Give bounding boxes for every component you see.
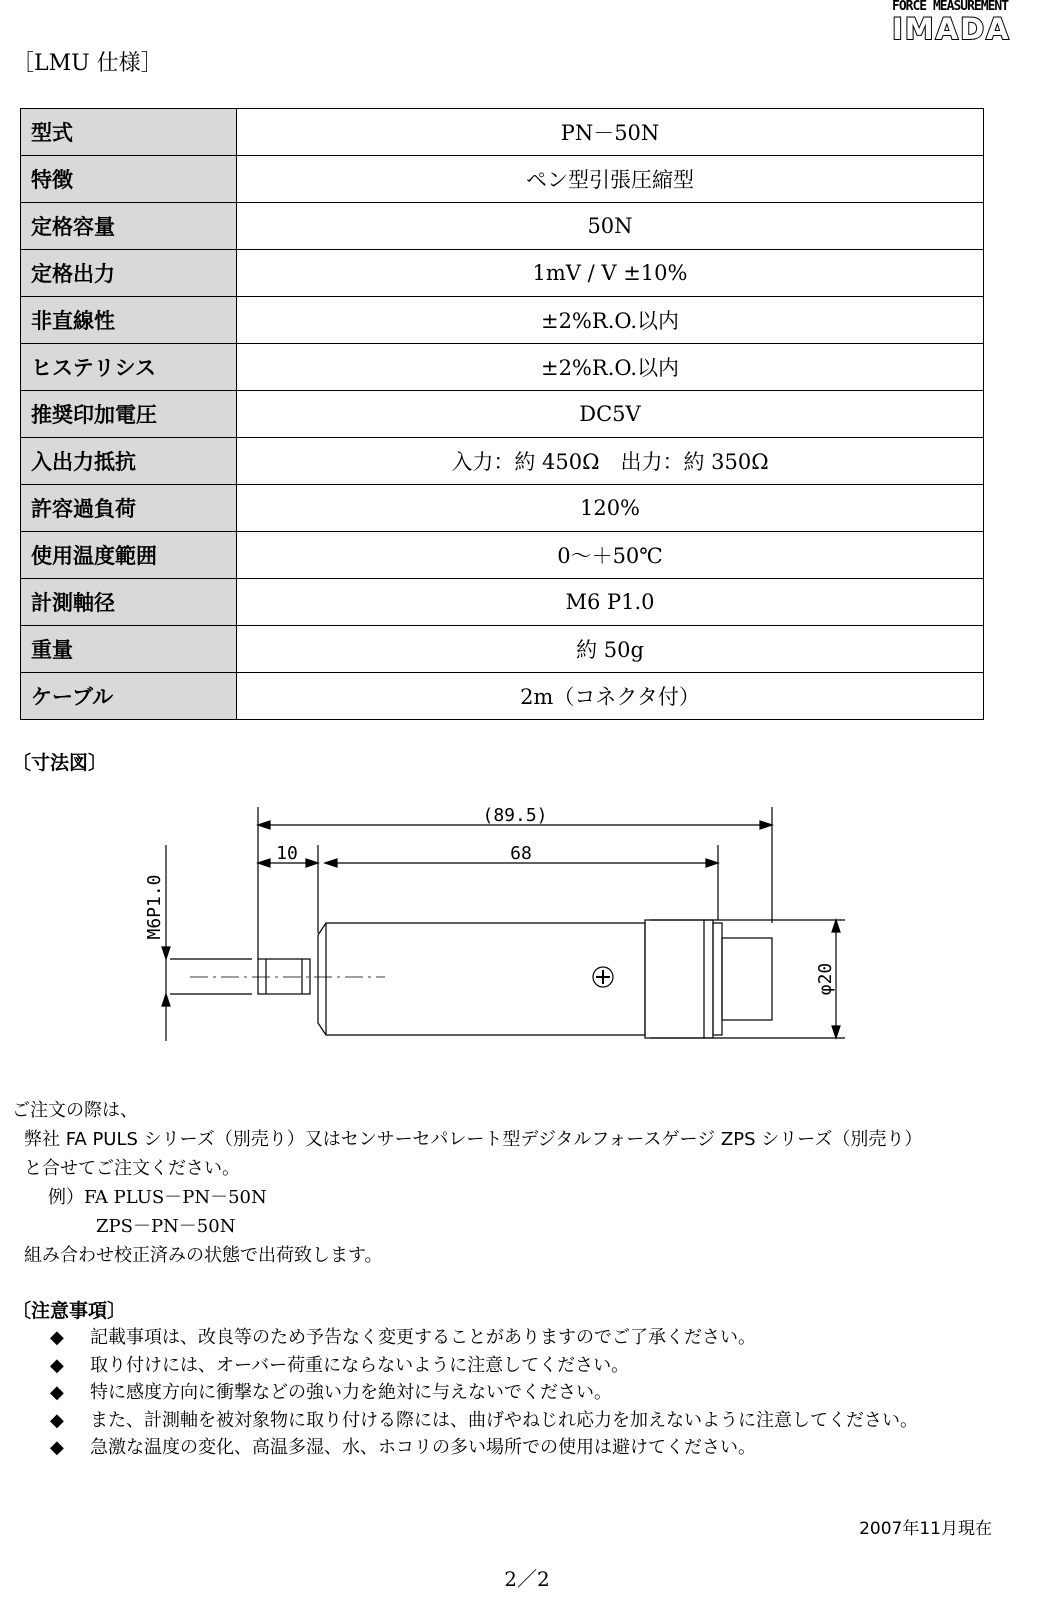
note-item bbox=[50, 1407, 918, 1435]
spec-label: 入出力抵抗 bbox=[21, 438, 237, 485]
spec-label: 重量 bbox=[21, 626, 237, 673]
order-note bbox=[12, 1096, 922, 1270]
spec-label: 特徴 bbox=[21, 156, 237, 203]
spec-label: 定格出力 bbox=[21, 250, 237, 297]
spec-row bbox=[21, 626, 984, 673]
spec-row bbox=[21, 391, 984, 438]
spec-row bbox=[21, 673, 984, 720]
body-band bbox=[645, 920, 713, 1038]
diamond-bullet-icon: ◆ bbox=[50, 1437, 64, 1458]
order-example: 例）FA PLUS－PN－50N bbox=[48, 1187, 267, 1208]
spec-row bbox=[21, 579, 984, 626]
dim-thread-label: 10 bbox=[276, 843, 298, 864]
dimension-title: 〔寸法図〕 bbox=[12, 752, 108, 774]
notes-list bbox=[50, 1324, 918, 1462]
spec-row bbox=[21, 297, 984, 344]
page-number: 2／2 bbox=[504, 1567, 550, 1591]
order-line: と合せてご注文ください。 bbox=[24, 1158, 240, 1179]
spec-row bbox=[21, 109, 984, 156]
dim-body-label: 68 bbox=[510, 843, 532, 864]
spec-value: PN－50N bbox=[237, 109, 984, 156]
spec-label: ケーブル bbox=[21, 673, 237, 720]
spec-row bbox=[21, 532, 984, 579]
spec-row bbox=[21, 438, 984, 485]
diamond-bullet-icon: ◆ bbox=[50, 1327, 64, 1348]
spec-label: 計測軸径 bbox=[21, 579, 237, 626]
spec-value: 120% bbox=[237, 485, 984, 532]
note-item bbox=[50, 1379, 918, 1407]
connector bbox=[722, 938, 772, 1020]
spec-table bbox=[20, 108, 984, 720]
dimension-drawing bbox=[130, 795, 870, 1055]
spec-row bbox=[21, 344, 984, 391]
spec-label: 型式 bbox=[21, 109, 237, 156]
spec-value: 0～＋50℃ bbox=[237, 532, 984, 579]
diameter-label: φ20 bbox=[815, 962, 836, 996]
order-line: ご注文の際は、 bbox=[12, 1100, 138, 1121]
note-text: 特に感度方向に衝撃などの強い力を絶対に与えないでください。 bbox=[90, 1382, 612, 1403]
spec-value: 1mV / V ±10% bbox=[237, 250, 984, 297]
note-item bbox=[50, 1324, 918, 1352]
logo-tagline: FORCE MEASUREMENT bbox=[892, 0, 1009, 14]
diamond-bullet-icon: ◆ bbox=[50, 1409, 64, 1431]
order-example: ZPS－PN－50N bbox=[96, 1216, 236, 1237]
spec-value: ±2%R.O.以内 bbox=[237, 344, 984, 391]
spec-value: 入力：約 450Ω 出力：約 350Ω bbox=[237, 438, 984, 485]
note-text: 記載事項は、改良等のため予告なく変更することがありますのでご了承ください。 bbox=[90, 1327, 756, 1348]
thread-spec-label: M6P1.0 bbox=[144, 874, 165, 940]
spec-value: DC5V bbox=[237, 391, 984, 438]
spec-row bbox=[21, 203, 984, 250]
spec-label: 許容過負荷 bbox=[21, 485, 237, 532]
dim-total-label: (89.5) bbox=[482, 805, 548, 826]
spec-row bbox=[21, 485, 984, 532]
order-line: 弊社 FA PULS シリーズ（別売り）又はセンサーセパレート型デジタルフォースゲージ ZPS シリーズ（別売り） bbox=[24, 1129, 923, 1150]
spec-label: ヒステリシス bbox=[21, 344, 237, 391]
spec-label: 使用温度範囲 bbox=[21, 532, 237, 579]
spec-row bbox=[21, 156, 984, 203]
spec-value: 2m（コネクタ付） bbox=[237, 673, 984, 720]
order-line: 組み合わせ校正済みの状態で出荷致します。 bbox=[24, 1245, 383, 1266]
spec-label: 定格容量 bbox=[21, 203, 237, 250]
spec-label: 非直線性 bbox=[21, 297, 237, 344]
spec-value: M6 P1.0 bbox=[237, 579, 984, 626]
revision-date: 2007年11月現在 bbox=[859, 1519, 992, 1539]
spec-value: 50N bbox=[237, 203, 984, 250]
diamond-bullet-icon: ◆ bbox=[50, 1354, 64, 1376]
note-item bbox=[50, 1434, 918, 1462]
spec-label: 推奨印加電圧 bbox=[21, 391, 237, 438]
spec-value: 約 50g bbox=[237, 626, 984, 673]
spec-row bbox=[21, 250, 984, 297]
imada-logo bbox=[892, 0, 1020, 50]
note-item bbox=[50, 1352, 918, 1380]
spec-value: ±2%R.O.以内 bbox=[237, 297, 984, 344]
logo-wordmark: IMADA bbox=[892, 12, 1011, 46]
note-text: また、計測軸を被対象物に取り付ける際には、曲げやねじれ応力を加えないように注意してください。 bbox=[90, 1409, 918, 1431]
sensor-body bbox=[318, 923, 645, 1035]
spec-value: ペン型引張圧縮型 bbox=[237, 156, 984, 203]
note-text: 急激な温度の変化、高温多湿、水、ホコリの多い場所での使用は避けてください。 bbox=[90, 1437, 756, 1458]
diamond-bullet-icon: ◆ bbox=[50, 1382, 64, 1403]
notes-title: 〔注意事項〕 bbox=[12, 1300, 127, 1322]
note-text: 取り付けには、オーバー荷重にならないように注意してください。 bbox=[90, 1354, 630, 1376]
section-title: ［LMU 仕様］ bbox=[12, 51, 163, 76]
